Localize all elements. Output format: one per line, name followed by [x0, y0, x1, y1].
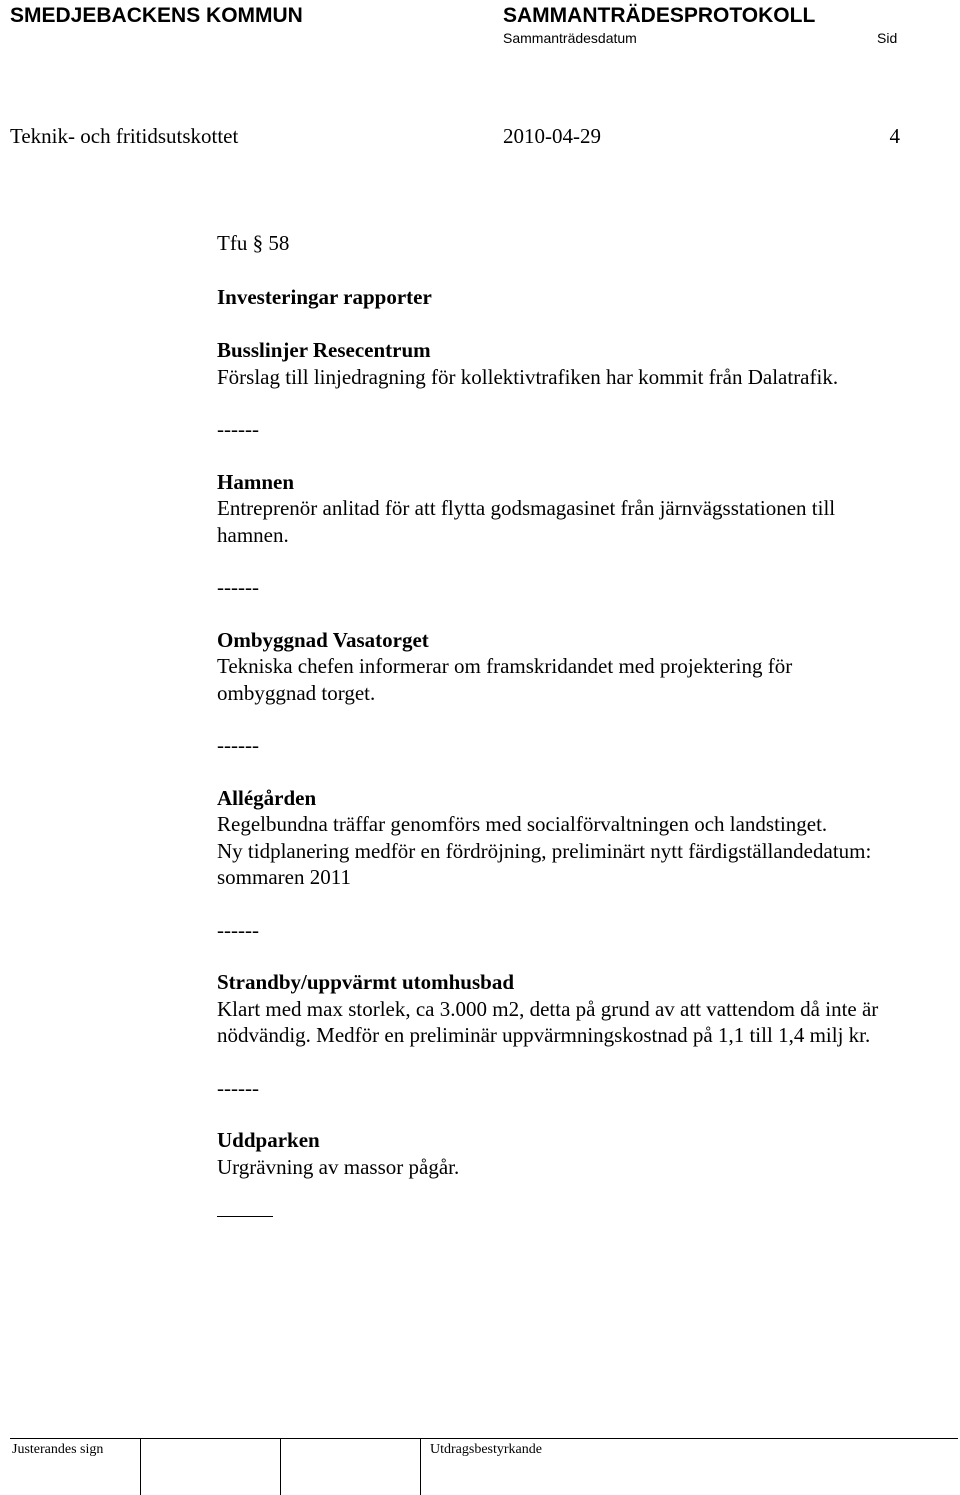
- section: [217, 469, 952, 601]
- section-line: Regelbundna träffar genomförs med socialförvaltningen och landstinget.: [217, 812, 828, 836]
- protocol-body: [217, 230, 952, 1243]
- section-line: Entreprenör anlitad för att flytta godsmagasinet från järnvägsstationen till: [217, 496, 836, 520]
- separator: ------: [217, 733, 259, 757]
- separator: ------: [217, 575, 259, 599]
- section-title: Ombyggnad Vasatorget: [217, 627, 429, 652]
- paragraph-tag: Tfu § 58: [217, 231, 290, 255]
- section-title: Uddparken: [217, 1128, 320, 1152]
- section-line: hamnen.: [217, 522, 289, 547]
- section: [217, 1127, 952, 1217]
- subheader: [10, 124, 900, 149]
- separator: ------: [217, 1075, 259, 1100]
- signature-footer: [10, 1438, 958, 1495]
- meeting-date-label: Sammanträdesdatum: [503, 30, 637, 46]
- section-title: Hamnen: [217, 469, 295, 494]
- section-line: Förslag till linjedragning för kollektivtrafiken har kommit från Dalatrafik.: [217, 364, 839, 389]
- section-line: sommaren 2011: [217, 865, 351, 889]
- section-line: nödvändig. Medför en preliminär uppvärmningskostnad på 1,1 till 1,4 milj kr.: [217, 1023, 871, 1047]
- end-line: [217, 1216, 273, 1217]
- committee-name: Teknik- och fritidsutskottet: [10, 124, 239, 148]
- meeting-date: 2010-04-29: [503, 124, 601, 148]
- page-number: 4: [889, 124, 900, 148]
- utdragsbestyrkande-label: Utdragsbestyrkande: [430, 1442, 542, 1457]
- section-line: ombyggnad torget.: [217, 680, 376, 705]
- section-line: Ny tidplanering medför en fördröjning, preliminärt nytt färdigställandedatum:: [217, 838, 872, 863]
- section-title: Allégården: [217, 785, 317, 810]
- section-title: Strandby/uppvärmt utomhusbad: [217, 970, 515, 994]
- section: [217, 337, 952, 443]
- section-line: Urgrävning av massor pågår.: [217, 1154, 460, 1179]
- paragraph-title: Investeringar rapporter: [217, 284, 432, 309]
- protocol-title: SAMMANTRÄDESPROTOKOLL: [503, 4, 816, 27]
- section: [217, 969, 952, 1101]
- section-line: Klart med max storlek, ca 3.000 m2, detta på grund av att vattendom då inte är: [217, 996, 879, 1021]
- page-label: Sid: [877, 30, 898, 46]
- signature-box: [420, 1439, 421, 1495]
- section-line: Tekniska chefen informerar om framskridandet med projektering för: [217, 654, 793, 678]
- justerandes-sign-label: Justerandes sign: [12, 1442, 104, 1457]
- municipality-name: SMEDJEBACKENS KOMMUN: [10, 4, 303, 27]
- signature-box: [280, 1439, 281, 1495]
- section: [217, 627, 952, 759]
- signature-box: [140, 1439, 141, 1495]
- section: [217, 785, 952, 944]
- separator: ------: [217, 917, 259, 942]
- section-title: Busslinjer Resecentrum: [217, 338, 431, 362]
- separator: ------: [217, 417, 259, 441]
